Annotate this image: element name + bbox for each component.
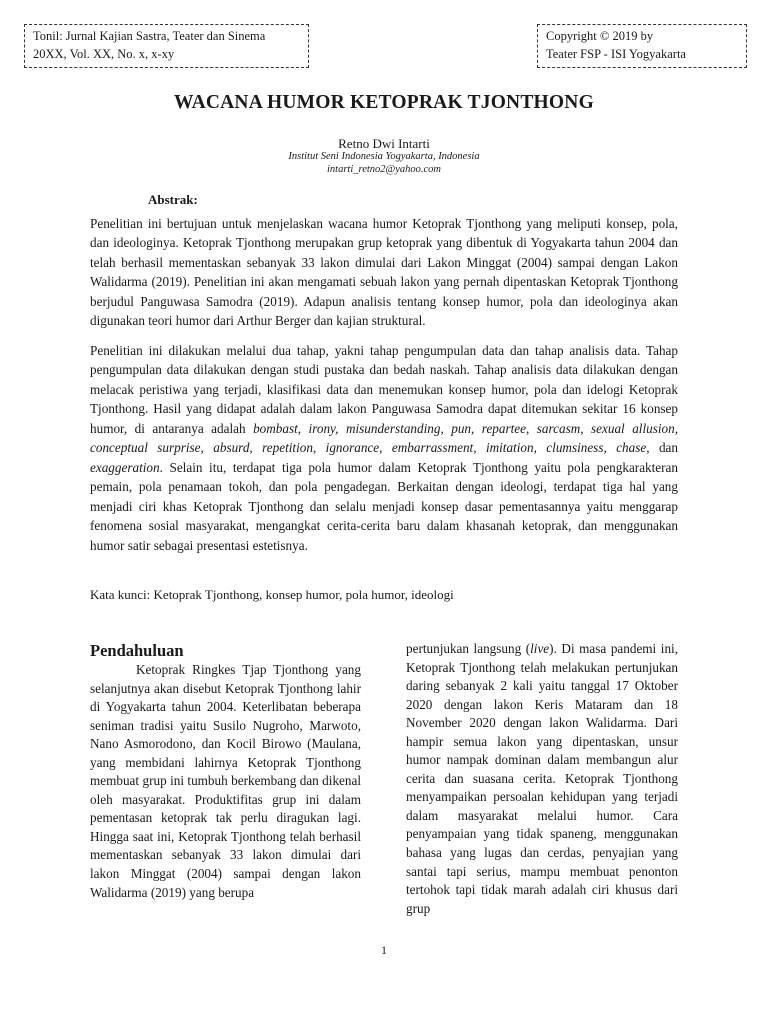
- keywords: Kata kunci: Ketoprak Tjonthong, konsep humor, pola humor, ideologi: [90, 587, 454, 602]
- page-number: 1: [381, 943, 387, 957]
- intro-right-text-b: ). Di masa pandemi ini, Ketoprak Tjonthong telah melakukan pertunjukan daring sebanyak 2 kali yaitu tanggal 17 Oktober 2020 dengan lakon Keris Mataram dan 18 November 2020 dengan lakon Walidarma. Dari hampir semua lakon yang dipentaskan, unsur humor nampak dominan dalam membangun alur cerita dan suasana cerita. Ketoprak Tjonthong menyampaikan persoalan kehidupan yang terjadi dalam masyarakat melalui humor. Cara penyampaian yang tidak spaneng, menggunakan bahasa yang lugas dan cerdas, penyajian yang santai tapi serius, mampu membuat penonton tertohok tapi tidak marah adalah ciri khusus dari grup: [406, 641, 679, 916]
- abstract-heading: Abstrak:: [148, 192, 198, 207]
- author-name: Retno Dwi Intarti: [338, 136, 430, 151]
- copyright-box: [537, 24, 747, 68]
- journal-name: Tonil: Jurnal Kajian Sastra, Teater dan Sinema: [33, 29, 266, 43]
- abstract-paragraph-1: Penelitian ini bertujuan untuk menjelaskan wacana humor Ketoprak Tjonthong yang meliputi konsep, pola, dan ideologinya. Ketoprak Tjonthong merupakan grup ketoprak yang dibentuk di Yogyakarta tahun 2004 dan telah berhasil mementaskan sebanyak 33 lakon dimulai dari Lakon Minggat (2004) sampai dengan Lakon Walidarma (2019). Penelitian ini akan mengamati sebuah lakon yang pernah dipentaskan Ketoprak Tjonthong berjudul Panguwasa Samodra (2019). Adapun analisis tentang konsep humor, pola dan ideologinya akan digunakan teori humor dari Arthur Berger dan kajian struktural.: [90, 216, 678, 329]
- live-term: live: [530, 641, 550, 656]
- abstract-p2-text-b: . Selain itu, terdapat tiga pola humor dalam Ketoprak Tjonthong yaitu pola pengkarakteran pemain, pola penamaan tokoh, dan pola pengadegan. Berkaitan dengan ideologi, terdapat tiga hal yang menjadi ciri khas Ketoprak Tjonthong dan selalu menjadi konsep dasar pementasannya yaitu menggarap fenomena sosial masyarakat, mengangkat cerita-cerita baru dalam khasanah ketoprak, dan menggunakan humor satir sebagai presentasi estetisnya.: [90, 459, 678, 553]
- author-affiliation: Institut Seni Indonesia Yogyakarta, Indonesia: [288, 151, 480, 162]
- intro-right-text-a: pertunjukan langsung (: [406, 641, 531, 656]
- abstract-paragraph-2: [90, 341, 678, 555]
- section-heading-introduction: Pendahuluan: [90, 641, 184, 660]
- intro-left-column: Ketoprak Ringkes Tjap Tjonthong yang selanjutnya akan disebut Ketoprak Tjonthong lahir di Yogyakarta tahun 2004. Keterlibatan beberapa seniman tradisi yaitu Susilo Nugroho, Marwoto, Nano Asmorodono, dan Kocil Birowo (Maulana, yang membidani lahirnya Ketoprak Tjonthong membuat grup ini tumbuh berkembang dan dikenal oleh masyarakat. Produktifitas grup ini dalam pementasan ketoprak tak perlu diragukan lagi. Hingga saat ini, Ketoprak Tjonthong telah berhasil mementaskan sebanyak 33 lakon dimulai dari lakon Minggat (2004) sampai dengan lakon Walidarma (2019) yang berupa: [90, 662, 361, 900]
- author-affiliation-block: [0, 150, 768, 176]
- humor-concept-last: exaggeration: [90, 459, 160, 475]
- journal-volume: 20XX, Vol. XX, No. x, x-xy: [33, 47, 175, 61]
- abstract-p2-and: , dan: [646, 440, 678, 456]
- abstract-p2-text-a: Penelitian ini dilakukan melalui dua tahap, yakni tahap pengumpulan data dan tahap analisis data. Tahap pengumpulan data dilakukan dengan studi pustaka dan bedah naskah. Tahap analisis data dilakukan dengan melacak peristiwa yang terjadi, klasifikasi data dan menemukan konsep humor, pola dan idelogi Ketoprak Tjonthong. Hasil yang didapat adalah dalam lakon Panguwasa Samodra dapat ditemukan sekitar 16 konsep humor, di antaranya adalah: [90, 343, 678, 436]
- author-email: intarti_retno2@yahoo.com: [327, 164, 441, 175]
- copyright-holder: Teater FSP - ISI Yogyakarta: [546, 47, 686, 61]
- humor-concepts-list: bombast, irony, misunderstanding, pun, repartee, sarcasm, sexual allusion, conceptual surprise, absurd, repetition, ignorance, embarrassment, imitation, clumsiness, chase: [90, 420, 678, 456]
- paper-title: WACANA HUMOR KETOPRAK TJONTHONG: [174, 92, 594, 113]
- intro-right-column: [406, 640, 678, 918]
- copyright-line: Copyright © 2019 by: [546, 29, 654, 43]
- journal-info-box: [24, 24, 309, 68]
